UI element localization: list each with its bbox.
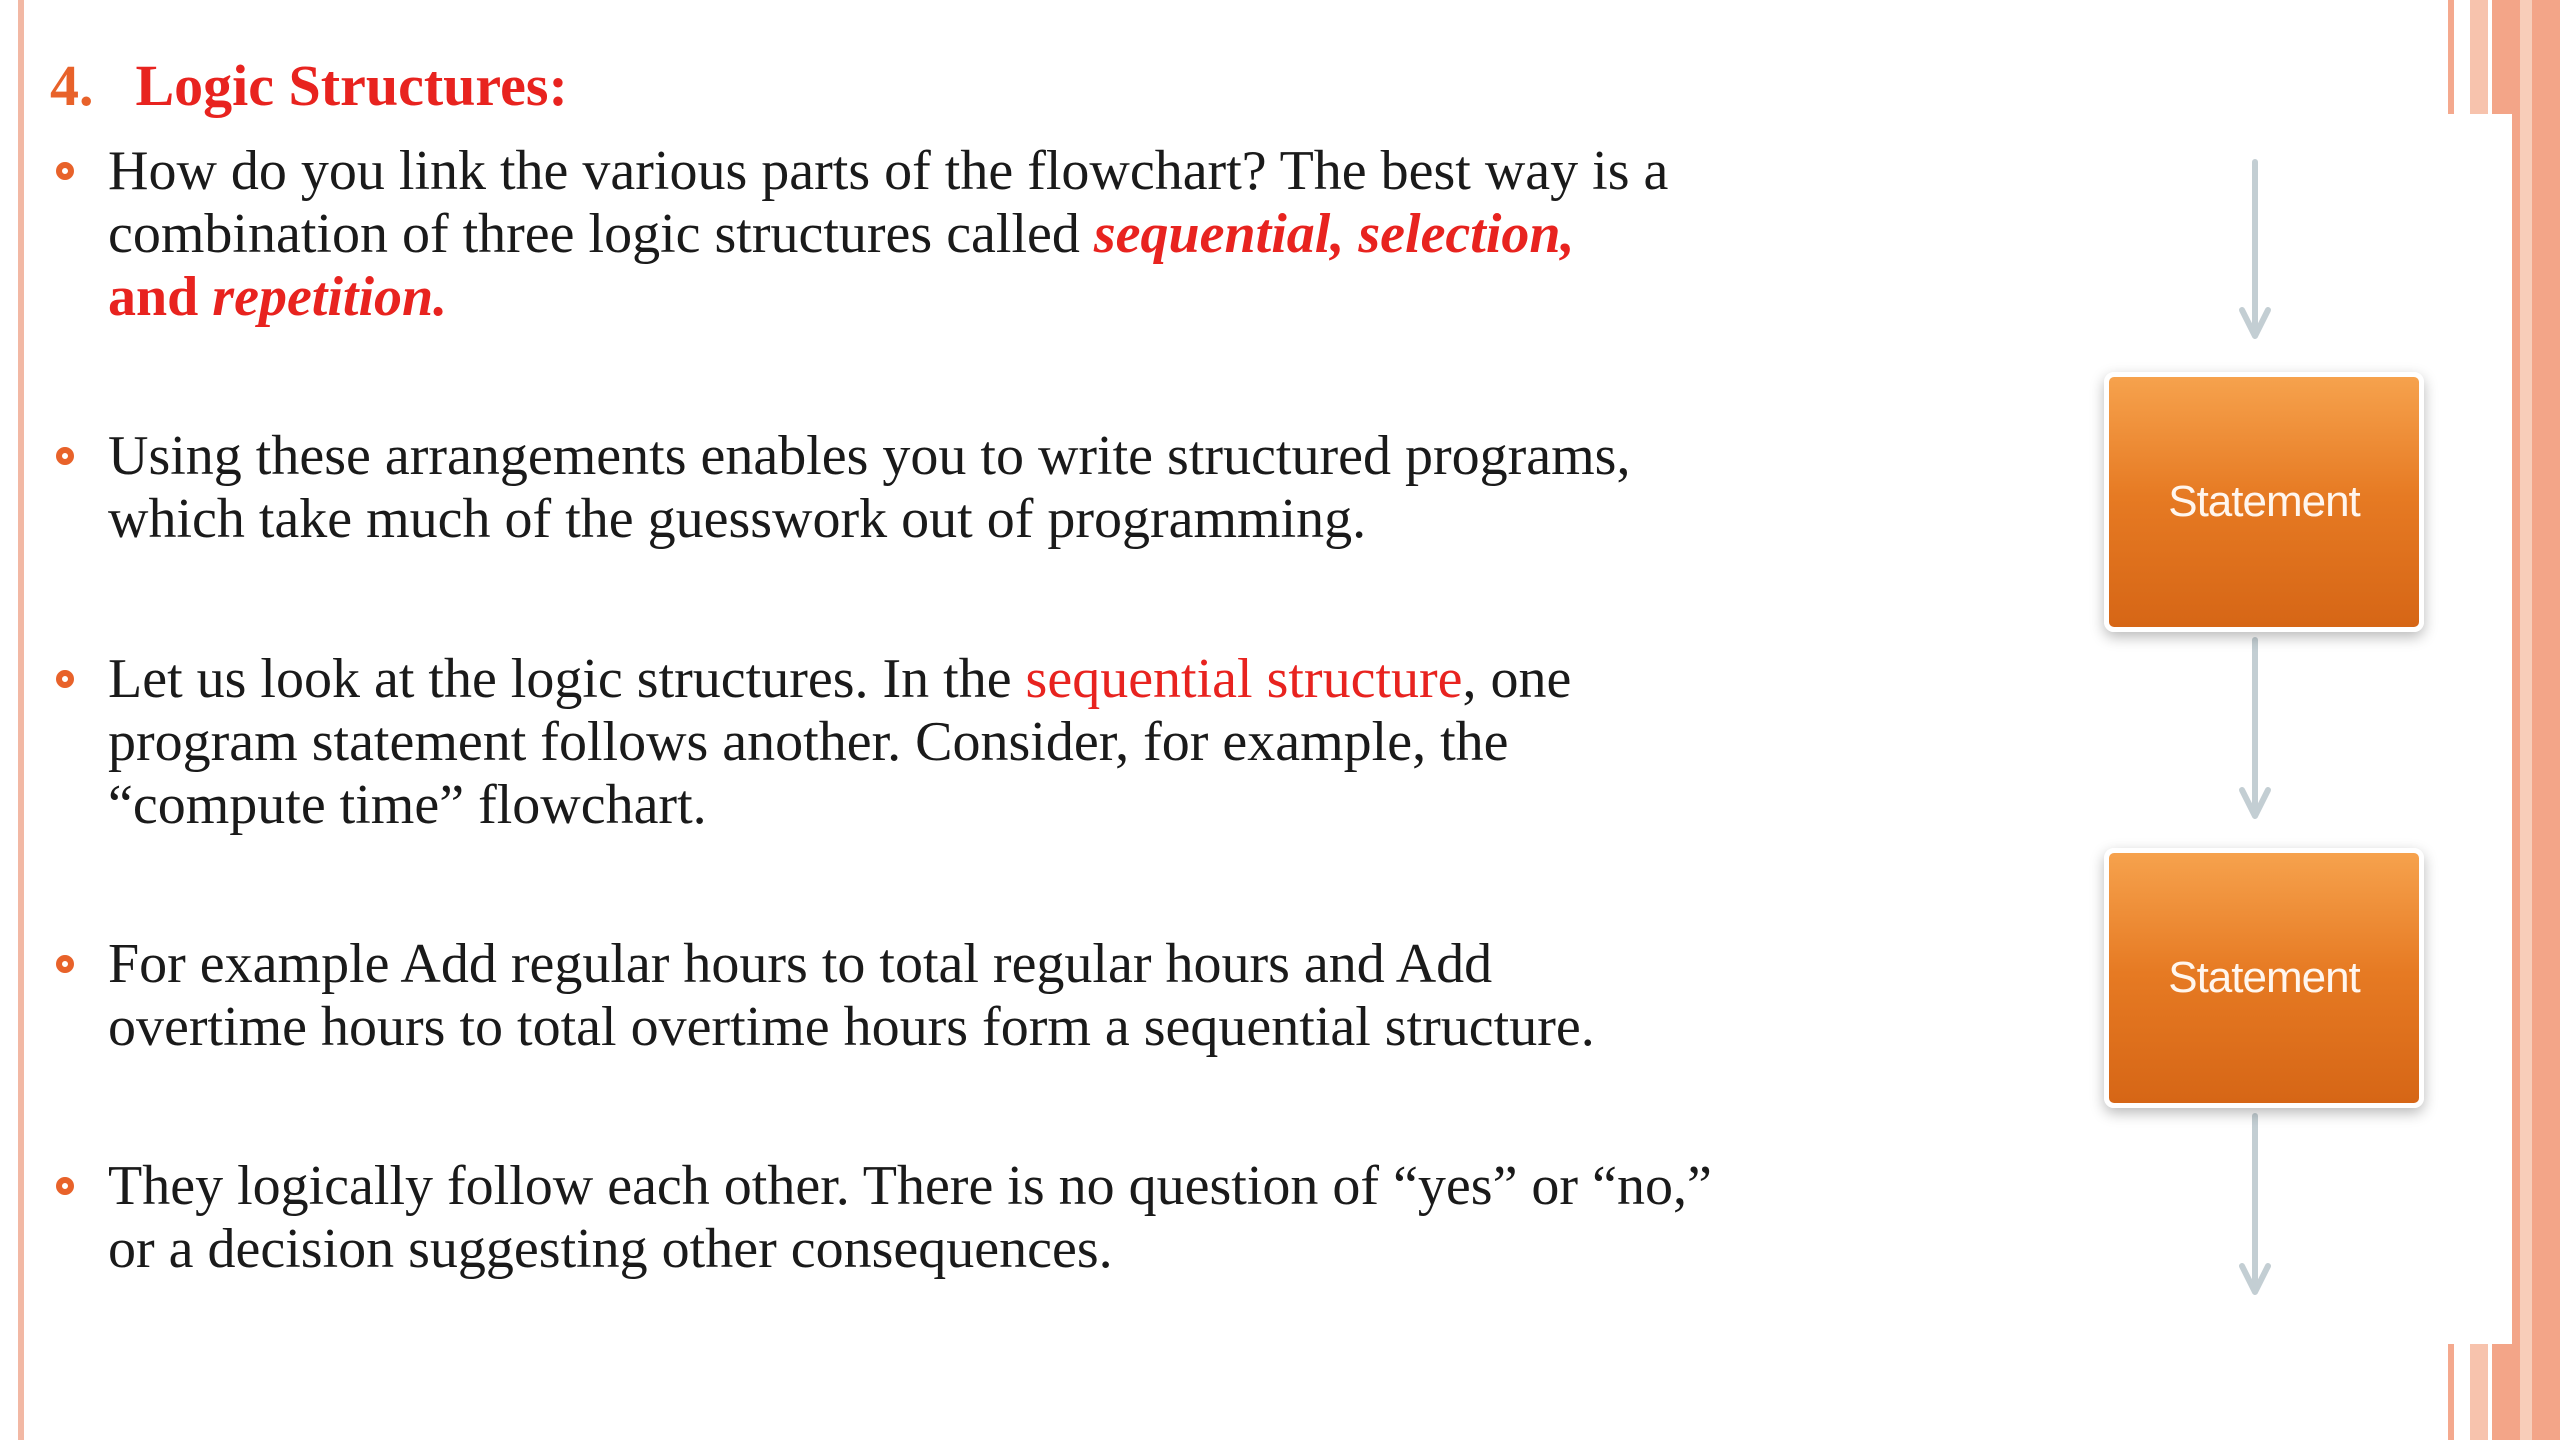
left-border-decoration xyxy=(18,0,24,1440)
emphasis-text: and xyxy=(108,266,199,328)
bullet-text-segment: , one xyxy=(1462,648,1572,710)
bullet-circle-icon xyxy=(56,670,74,688)
slide-title xyxy=(50,52,568,119)
bullet-line: How do you link the various parts of the flowchart? The best way is a xyxy=(108,140,1669,202)
bullet-line: Using these arrangements enables you to write structured programs, xyxy=(108,425,1631,487)
title-text: Logic Structures: xyxy=(135,53,568,118)
emphasis-text: sequential, selection, xyxy=(1093,203,1575,265)
bullet-circle-icon xyxy=(56,955,74,973)
highlight-text: sequential structure xyxy=(1025,648,1463,710)
bullet-line: For example Add regular hours to total regular hours and Add xyxy=(108,933,1493,995)
sequential-flowchart xyxy=(2080,150,2440,1300)
bullet-text-segment: Let us look at the logic structures. In the xyxy=(108,648,1026,710)
right-stripe-decoration xyxy=(2520,0,2532,1440)
bullet-line: overtime hours to total overtime hours form a sequential structure. xyxy=(108,996,1595,1058)
bullet-line xyxy=(108,648,2038,711)
bullet-line: “compute time” flowchart. xyxy=(108,774,707,836)
bullet-line xyxy=(108,266,2038,329)
bullet-line: program statement follows another. Consider, for example, the xyxy=(108,711,1509,773)
flowchart-arrows xyxy=(2080,150,2440,1300)
statement-box: Statement xyxy=(2104,372,2424,632)
bullet-line xyxy=(108,203,2038,266)
title-number: 4. xyxy=(50,53,94,118)
emphasis-text: repetition. xyxy=(212,266,448,328)
statement-box: Statement xyxy=(2104,848,2424,1108)
bullet-text-segment: combination of three logic structures called xyxy=(108,203,1094,265)
bullet-line: which take much of the guesswork out of programming. xyxy=(108,488,1367,550)
bullet-line: They logically follow each other. There is no question of “yes” or “no,” xyxy=(108,1155,1712,1217)
bullet-circle-icon xyxy=(56,162,74,180)
bullet-line: or a decision suggesting other consequences. xyxy=(108,1218,1113,1280)
bullet-circle-icon xyxy=(56,447,74,465)
bullet-circle-icon xyxy=(56,1177,74,1195)
